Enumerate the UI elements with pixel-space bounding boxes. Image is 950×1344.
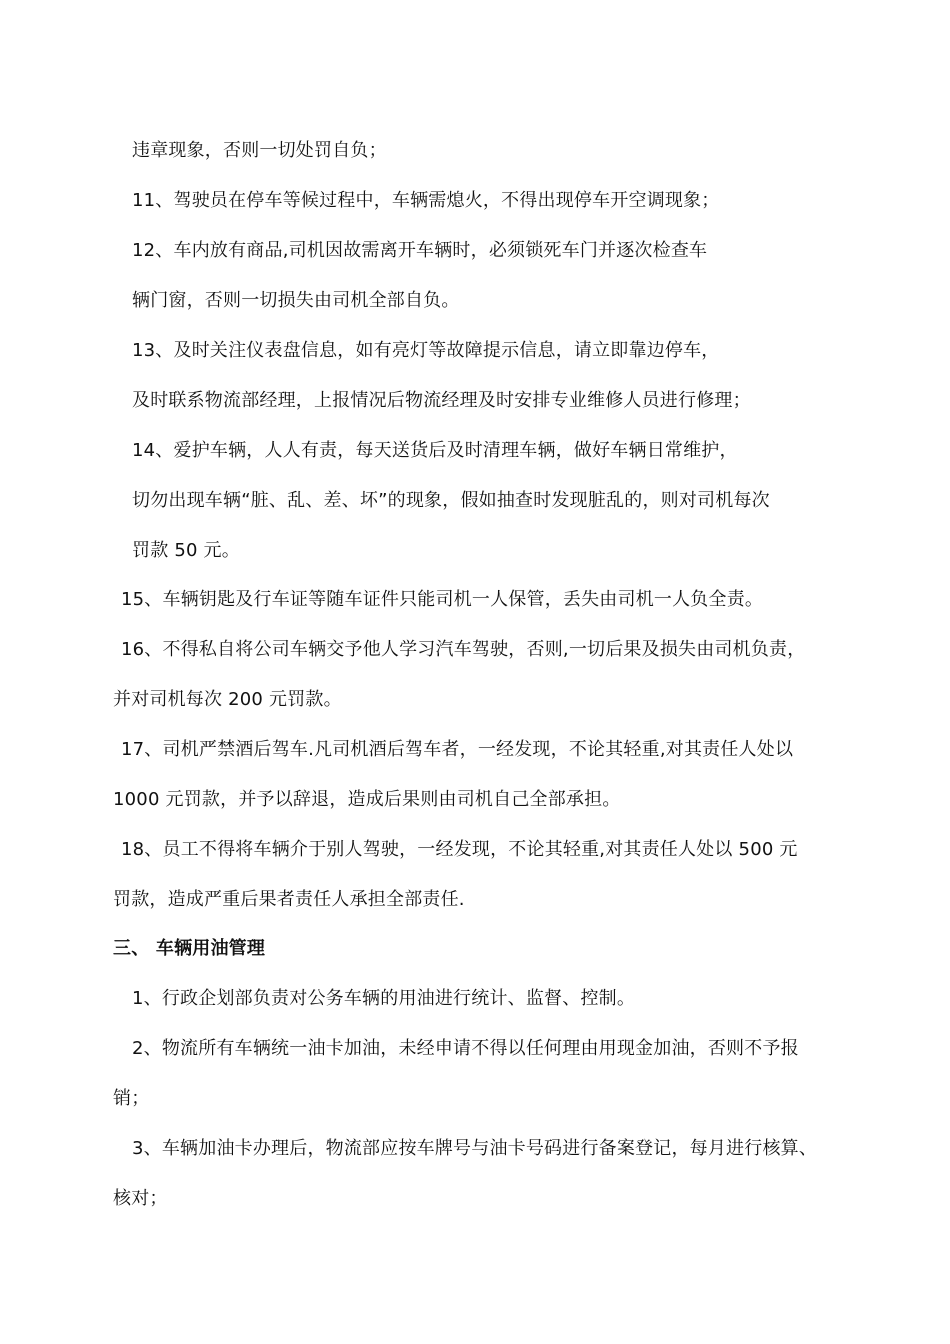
- text-line-9: 罚款 50 元。: [132, 540, 240, 561]
- text-line-4: 辆门窗，否则一切损失由司机全部自负。: [132, 290, 460, 311]
- text-line-20: 销；: [113, 1088, 150, 1109]
- text-line-14: 1000 元罚款，并予以辞退，造成后果则由司机自己全部承担。: [113, 789, 621, 810]
- text-line-5: 13、及时关注仪表盘信息，如有亮灯等故障提示信息，请立即靠边停车，: [132, 340, 720, 361]
- text-line-15: 18、员工不得将车辆介于别人驾驶，一经发现，不论其轻重,对其责任人处以 500 元: [121, 839, 798, 860]
- text-line-7: 14、爱护车辆，人人有责，每天送货后及时清理车辆，做好车辆日常维护，: [132, 440, 738, 461]
- text-line-21: 3、车辆加油卡办理后，物流部应按车牌号与油卡号码进行备案登记，每月进行核算、: [132, 1138, 818, 1159]
- text-line-19: 2、物流所有车辆统一油卡加油，未经申请不得以任何理由用现金加油，否则不予报: [132, 1038, 799, 1059]
- text-line-16: 罚款，造成严重后果者责任人承担全部责任.: [113, 889, 465, 910]
- text-line-6: 及时联系物流部经理，上报情况后物流经理及时安排专业维修人员进行修理；: [132, 390, 751, 411]
- text-line-3: 12、车内放有商品,司机因故需离开车辆时，必须锁死车门并逐次检查车: [132, 240, 708, 261]
- text-line-22: 核对；: [113, 1188, 168, 1209]
- text-line-13: 17、司机严禁酒后驾车.凡司机酒后驾车者，一经发现，不论其轻重,对其责任人处以: [121, 739, 794, 760]
- section-heading: 三、 车辆用油管理: [113, 938, 266, 959]
- text-line-8: 切勿出现车辆“脏、乱、差、坏”的现象，假如抽查时发现脏乱的，则对司机每次: [132, 490, 770, 511]
- text-line-18: 1、行政企划部负责对公务车辆的用油进行统计、监督、控制。: [132, 988, 636, 1009]
- text-line-1: 违章现象，否则一切处罚自负；: [132, 140, 387, 161]
- text-line-10: 15、车辆钥匙及行车证等随车证件只能司机一人保管，丢失由司机一人负全责。: [121, 589, 764, 610]
- text-line-11: 16、不得私自将公司车辆交予他人学习汽车驾驶，否则,一切后果及损失由司机负责，: [121, 639, 806, 660]
- text-line-12: 并对司机每次 200 元罚款。: [113, 689, 342, 710]
- text-line-2: 11、驾驶员在停车等候过程中，车辆需熄火，不得出现停车开空调现象；: [132, 190, 720, 211]
